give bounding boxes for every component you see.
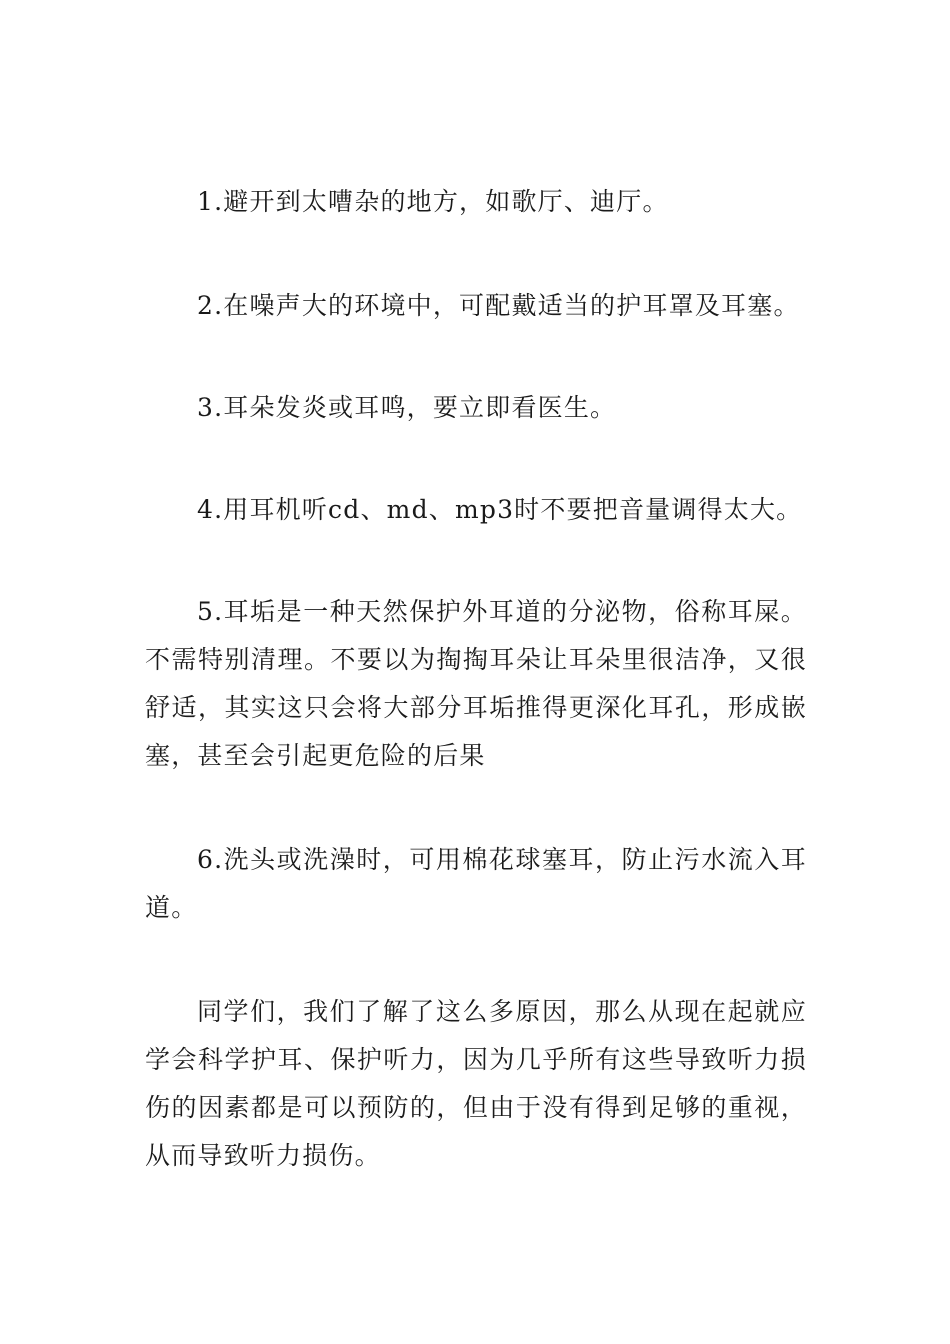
paragraph-5: 5.耳垢是一种天然保护外耳道的分泌物，俗称耳屎。不需特别清理。不要以为掏掏耳朵让耳朵里很洁净，又很舒适，其实这只会将大部分耳垢推得更深化耳孔，形成嵌塞，甚至会引起更危险的后果: [145, 597, 807, 770]
paragraph-2: 2.在噪声大的环境中，可配戴适当的护耳罩及耳塞。: [197, 291, 800, 320]
paragraph-1: 1.避开到太嘈杂的地方，如歌厅、迪厅。: [197, 187, 669, 216]
document-body: [145, 178, 807, 1180]
paragraph-4: 4.用耳机听cd、md、mp3时不要把音量调得太大。: [197, 495, 803, 524]
paragraph-3: 3.耳朵发炎或耳鸣，要立即看医生。: [197, 393, 617, 422]
paragraph-6: 6.洗头或洗澡时，可用棉花球塞耳，防止污水流入耳道。: [145, 845, 807, 922]
paragraph-7: 同学们，我们了解了这么多原因，那么从现在起就应学会科学护耳、保护听力，因为几乎所有这些导致听力损伤的因素都是可以预防的，但由于没有得到足够的重视，从而导致听力损伤。: [145, 997, 807, 1170]
